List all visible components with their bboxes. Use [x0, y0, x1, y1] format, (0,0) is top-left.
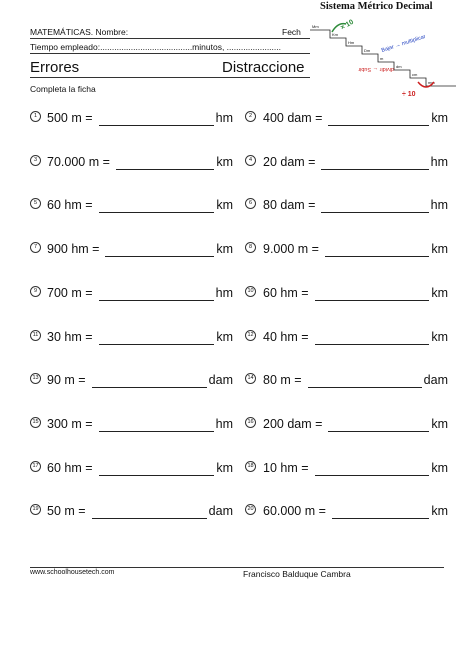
problem-unit: km [431, 417, 448, 431]
problem-unit: km [216, 242, 233, 256]
problem-number: 14 [245, 373, 256, 384]
problem-number: 10 [245, 286, 256, 297]
staircase-labels [312, 24, 435, 85]
problem-number: 1 [30, 111, 41, 122]
step-label-1: Km [332, 32, 338, 37]
problem-number: 5 [30, 198, 41, 209]
problem-number: 15 [30, 417, 41, 428]
answer-blank[interactable] [99, 125, 214, 126]
answer-blank[interactable] [116, 169, 214, 170]
problem-expression: 60 hm = [47, 461, 93, 475]
errors-label: Errores [30, 59, 80, 76]
problem-expression: 10 hm = [263, 461, 309, 475]
header-rule-3 [30, 77, 310, 78]
problem-expression: 60 hm = [47, 198, 93, 212]
times-ten-label: × 10 [339, 18, 355, 32]
header-rule-1 [30, 38, 310, 39]
date-label: Fech [282, 27, 301, 37]
problem-unit: km [216, 198, 233, 212]
footer-author: Francisco Balduque Cambra [243, 569, 351, 579]
problem-unit: km [216, 330, 233, 344]
problem-number: 8 [245, 242, 256, 253]
problem-expression: 300 m = [47, 417, 93, 431]
answer-blank[interactable] [328, 431, 429, 432]
distractions-label: Distraccione [222, 59, 305, 76]
step-label-0: Mm [312, 24, 319, 29]
instructions: Completa la ficha [30, 84, 96, 94]
metric-staircase-diagram [306, 16, 466, 98]
answer-blank[interactable] [321, 169, 428, 170]
footer-website: www.schoolhousetech.com [30, 569, 115, 576]
problem-unit: hm [215, 286, 233, 300]
problem-number: 3 [30, 155, 41, 166]
step-label-7: mm [428, 80, 435, 85]
header-rule-2 [30, 53, 310, 54]
problem-expression: 9.000 m = [263, 242, 319, 256]
answer-blank[interactable] [99, 300, 214, 301]
diagram-title: Sistema Métrico Decimal [320, 1, 433, 12]
problem-unit: km [216, 155, 233, 169]
problem-expression: 700 m = [47, 286, 93, 300]
step-label-2: Hm [348, 40, 355, 45]
problem-unit: km [216, 461, 233, 475]
problem-unit: dam [208, 504, 233, 518]
footer-rule [30, 567, 444, 568]
problem-number: 18 [245, 461, 256, 472]
problem-expression: 900 hm = [47, 242, 100, 256]
problem-number: 17 [30, 461, 41, 472]
answer-blank[interactable] [315, 475, 430, 476]
answer-blank[interactable] [321, 212, 428, 213]
problem-unit: dam [208, 373, 233, 387]
problem-expression: 90 m = [47, 373, 86, 387]
multiply-label: Bajar → multiplicar [380, 33, 427, 54]
answer-blank[interactable] [99, 212, 215, 213]
problem-number: 12 [245, 330, 256, 341]
name-label: MATEMÁTICAS. Nombre: [30, 27, 129, 37]
problem-expression: 20 dam = [263, 155, 316, 169]
problem-unit: hm [430, 155, 448, 169]
problem-unit: km [431, 111, 448, 125]
answer-blank[interactable] [328, 125, 429, 126]
problem-number: 7 [30, 242, 41, 253]
time-label: Tiempo empleado:.......................................minutos, ....................... [30, 42, 281, 52]
problem-number: 13 [30, 373, 41, 384]
problem-expression: 30 hm = [47, 330, 93, 344]
answer-blank[interactable] [315, 300, 430, 301]
divide-ten-label: ÷ 10 [402, 91, 416, 98]
problem-unit: hm [215, 111, 233, 125]
problem-unit: km [431, 286, 448, 300]
answer-blank[interactable] [315, 344, 430, 345]
answer-blank[interactable] [325, 256, 429, 257]
answer-blank[interactable] [92, 518, 207, 519]
problem-number: 16 [245, 417, 256, 428]
problem-expression: 50 m = [47, 504, 86, 518]
problem-number: 6 [245, 198, 256, 209]
step-label-3: Dm [364, 48, 371, 53]
problem-number: 11 [30, 330, 41, 341]
answer-blank[interactable] [308, 387, 422, 388]
step-label-4: m [380, 56, 384, 61]
problem-number: 20 [245, 504, 256, 515]
problem-number: 9 [30, 286, 41, 297]
problem-unit: km [431, 504, 448, 518]
problem-number: 2 [245, 111, 256, 122]
problem-number: 4 [245, 155, 256, 166]
problem-unit: hm [430, 198, 448, 212]
problem-expression: 60.000 m = [263, 504, 326, 518]
problem-expression: 70.000 m = [47, 155, 110, 169]
problem-expression: 60 hm = [263, 286, 309, 300]
problem-expression: 400 dam = [263, 111, 323, 125]
answer-blank[interactable] [99, 344, 215, 345]
answer-blank[interactable] [92, 387, 207, 388]
problem-unit: hm [215, 417, 233, 431]
answer-blank[interactable] [99, 475, 215, 476]
answer-blank[interactable] [105, 256, 214, 257]
problem-expression: 80 m = [263, 373, 302, 387]
problem-expression: 500 m = [47, 111, 93, 125]
problem-expression: 40 hm = [263, 330, 309, 344]
problem-number: 19 [30, 504, 41, 515]
problem-unit: km [431, 330, 448, 344]
problem-expression: 200 dam = [263, 417, 323, 431]
divide-label: dividir ← Subir [358, 66, 394, 72]
problem-expression: 80 dam = [263, 198, 316, 212]
answer-blank[interactable] [99, 431, 214, 432]
problem-unit: km [431, 461, 448, 475]
problem-unit: km [431, 242, 448, 256]
problem-unit: dam [423, 373, 448, 387]
step-label-6: cm [412, 72, 418, 77]
answer-blank[interactable] [332, 518, 429, 519]
step-label-5: dm [396, 64, 402, 69]
